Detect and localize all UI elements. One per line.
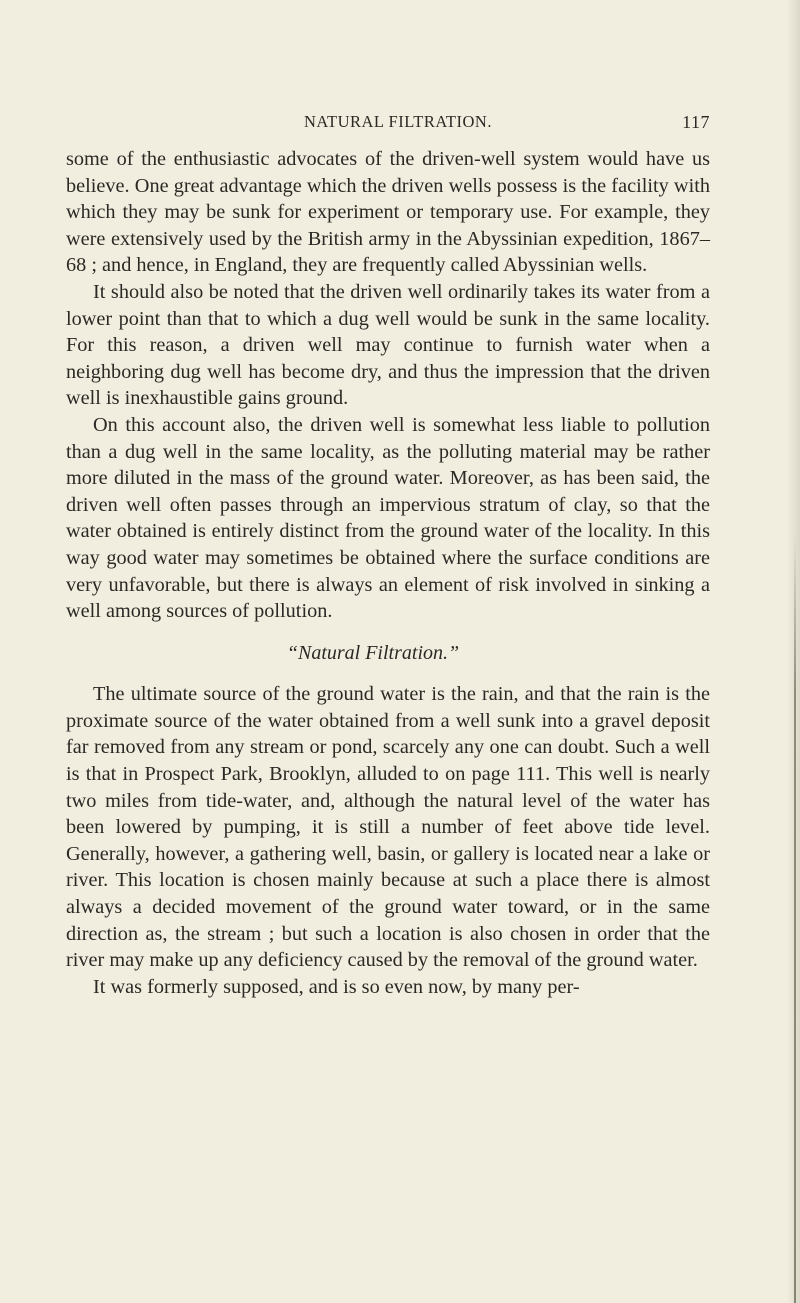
paragraph: It was formerly supposed, and is so even now, by many per-	[93, 975, 580, 998]
paragraph: some of the enthusiastic advocates of the driven-well system would have us believe. One great advantage which the driven wells possess is the facility with which they may be sunk for experiment or temporary use. For example, they were extensively used by the British army in the Abyssinian expedition, 1867–68 ; and hence, in England, they are frequently called Abyssinian wells.	[66, 148, 710, 277]
page-edge-shadow	[786, 0, 800, 1303]
section-heading: “Natural Filtration.”	[286, 641, 460, 664]
paragraph: On this account also, the driven well is somewhat less liable to pollution than a dug well in the same locality, as the polluting material may be rather more diluted in the mass of the ground water. Moreover, as has been said, the driven well often passes through an impervious stratum of clay, so that the water obtained is entirely distinct from the ground water of the locality. In this way good water may sometimes be obtained where the surface conditions are very unfavorable, but there is always an element of risk involved in sinking a well among sources of pollution.	[66, 413, 710, 623]
running-head	[66, 106, 710, 146]
page-number: 117	[682, 112, 710, 132]
body-text	[66, 146, 710, 1000]
running-title: NATURAL FILTRATION.	[304, 112, 492, 131]
book-page	[66, 106, 710, 1000]
binding-edge-mark	[794, 540, 796, 1303]
paragraph: It should also be noted that the driven well ordinarily takes its water from a lower point than that to which a dug well would be sunk in the same locality. For this reason, a driven well may continue to furnish water when a neighboring dug well has become dry, and thus the impression that the driven well is inexhaustible gains ground.	[66, 280, 710, 410]
paragraph: The ultimate source of the ground water is the rain, and that the rain is the proximate source of the water obtained from a well sunk into a gravel deposit far removed from any stream or pond, scarcely any one can doubt. Such a well is that in Prospect Park, Brooklyn, alluded to on page 111. This well is nearly two miles from tide-water, and, although the natural level of the water has been lowered by pumping, it is still a number of feet above tide level. Generally, however, a gathering well, basin, or gallery is located near a lake or river. This location is chosen mainly because at such a place there is almost always a decided movement of the ground water toward, or in the same direction as, the stream ; but such a location is also chosen in order that the river may make up any deficiency caused by the removal of the ground water.	[66, 683, 710, 972]
